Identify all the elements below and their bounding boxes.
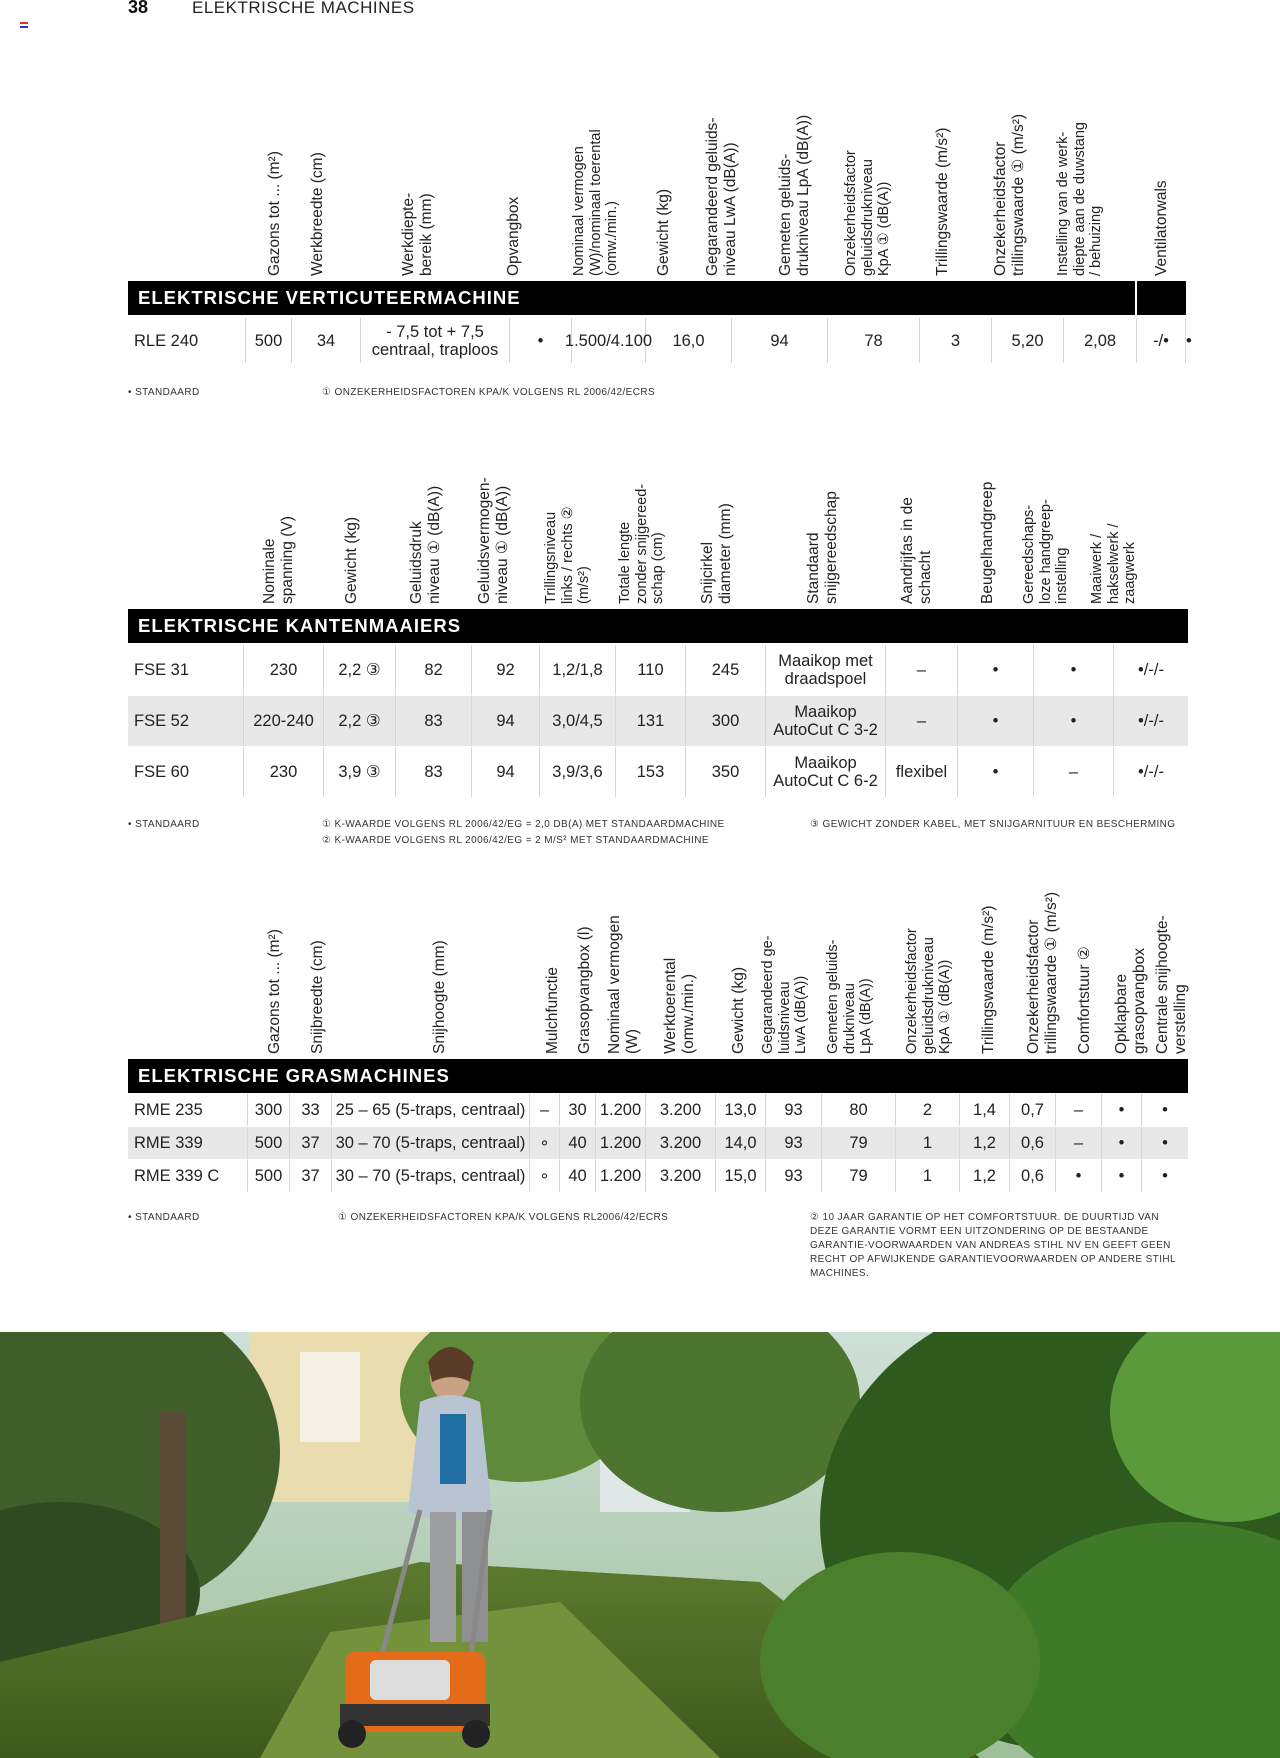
- column-header-totale-lengte: Totale lengte zonder snijgereed- schap (cm): [617, 483, 667, 604]
- model-name: FSE 31: [128, 645, 244, 695]
- table-cell: –: [530, 1094, 560, 1126]
- table-cell: Maaikop AutoCut C 6-2: [766, 747, 886, 797]
- column-header-onzekerheidsfactor: Onzekerheidsfactor trillingswaarde ① (m/s²): [992, 113, 1027, 276]
- column-header-snijcirkel: Snijcirkel diameter (mm): [699, 503, 734, 604]
- table-cell: •: [510, 318, 572, 363]
- table-cell: •: [1056, 1160, 1102, 1192]
- table-cell: 82: [396, 645, 472, 695]
- table-cell: 0,7: [1010, 1094, 1056, 1126]
- table-cell: 16,0: [646, 318, 732, 363]
- column-header-werkbreedte-cm: Werkbreedte (cm): [309, 152, 326, 276]
- column-header-mulchfunctie: Mulchfunctie: [544, 966, 561, 1054]
- column-header-gazons-tot-m: Gazons tot ... (m²): [266, 929, 283, 1054]
- column-header-trillingswaarde-m-s: Trillingswaarde (m/s²): [934, 127, 951, 276]
- column-header-gewicht-kg: Gewicht (kg): [730, 967, 747, 1054]
- table-cell: •: [1162, 1167, 1168, 1185]
- column-header-werktoerental: Werktoerental (omw./min.): [662, 957, 697, 1054]
- column-header-maaiwerk: Maaiwerk / hakselwerk / zaagwerk: [1089, 523, 1139, 604]
- section-title-gras: ELEKTRISCHE GRASMACHINES: [128, 1059, 1188, 1093]
- column-header-werkdiepte: Werkdiepte- bereik (mm): [400, 192, 435, 276]
- footnote-garantie: ② 10 JAAR GARANTIE OP HET COMFORTSTUUR. DE DUURTIJD VAN DEZE GARANTIE VORMT EEN UITZONDERING OP DE BESTAANDE GARANTIE-VOORWAARDEN VAN ANDREAS STIHL NV EN GEEFT GEEN RECHT OP AFWIJKENDE GARANTIEVOORWAARDEN OP ANDERE STIHL MACHINES.: [810, 1212, 1176, 1279]
- table-cell: 34: [292, 318, 361, 363]
- column-header-opklapbare: Opklapbare grasopvangbox: [1113, 948, 1148, 1054]
- garden-scene-image: [0, 1332, 1280, 1758]
- table-cell: 14,0: [716, 1127, 766, 1159]
- table-cell: 500: [248, 1160, 290, 1192]
- table-cell: •/-/-: [1138, 712, 1164, 730]
- section-title-kanten: ELEKTRISCHE KANTENMAAIERS: [128, 609, 1188, 643]
- table-cell: 3.200: [646, 1127, 716, 1159]
- table-cell: 1,2: [960, 1127, 1010, 1159]
- table-cell: –: [1034, 747, 1114, 797]
- table-cell: 3.200: [646, 1094, 716, 1126]
- column-header-instelling-van-de-werk: Instelling van de werk- diepte aan de duwstang / behuizing: [1055, 122, 1105, 276]
- table-cell: •: [1034, 645, 1114, 695]
- table-cell: 2: [896, 1094, 960, 1126]
- table-cell: ∘: [530, 1160, 560, 1192]
- table-row: [128, 645, 1188, 695]
- table-cell: –: [886, 645, 958, 695]
- table-row: [128, 1160, 1188, 1192]
- table-cell: –: [1056, 1094, 1102, 1126]
- table-cell: 110: [616, 645, 686, 695]
- footnote-standard: • STANDAARD: [128, 819, 200, 830]
- column-header-grasopvangbox-l: Grasopvangbox (l): [576, 926, 593, 1054]
- column-header-gazons-tot-m: Gazons tot ... (m²): [266, 151, 283, 276]
- model-name: FSE 52: [128, 696, 244, 746]
- column-header-gemeten-geluids: Gemeten geluids- drukniveau LpA (dB(A)): [777, 114, 812, 276]
- section-title-verticuteer: ELEKTRISCHE VERTICUTEERMACHINE: [128, 281, 1186, 315]
- table-cell: Maaikop AutoCut C 3-2: [766, 696, 886, 746]
- column-header-nominaal-vermogen: Nominaal vermogen (W)/nominaal toerental (omw./min.): [571, 129, 621, 276]
- footnote-standard: • STANDAARD: [128, 1212, 200, 1223]
- table-cell: 0,6: [1010, 1127, 1056, 1159]
- table-cell: 1.500/4.100: [572, 318, 646, 363]
- table-cell: 79: [822, 1127, 896, 1159]
- table-cell: 245: [686, 645, 766, 695]
- column-header-opvangbox: Opvangbox: [505, 196, 522, 276]
- table-row: [128, 1094, 1188, 1126]
- column-header-aandrijfas-in-de: Aandrijfas in de schacht: [899, 497, 934, 604]
- table-cell: 300: [248, 1094, 290, 1126]
- column-header-nominaal-vermogen: Nominaal vermogen (W): [606, 915, 641, 1054]
- column-header-centrale-snijhoogte: Centrale snijhoogte- verstelling: [1154, 915, 1189, 1054]
- table-cell: - 7,5 tot + 7,5 centraal, traploos: [361, 318, 510, 363]
- table-cell: 93: [766, 1127, 822, 1159]
- table-cell: 33: [290, 1094, 332, 1126]
- table-cell: 94: [472, 747, 540, 797]
- column-header-gewicht-kg: Gewicht (kg): [655, 189, 672, 276]
- table-cell: 3,9 ③: [324, 747, 396, 797]
- table-cell: 94: [472, 696, 540, 746]
- column-header-beugelhandgreep: Beugelhandgreep: [979, 481, 996, 604]
- table-cell: flexibel: [886, 747, 958, 797]
- table-cell: •: [1102, 1094, 1142, 1126]
- table-cell: 93: [766, 1094, 822, 1126]
- table-cell: 1,2: [960, 1160, 1010, 1192]
- table-row: [128, 318, 1192, 363]
- column-header-nominale: Nominale spanning (V): [261, 516, 296, 604]
- table-cell: –: [1056, 1127, 1102, 1159]
- column-header-trillingswaarde-m-s: Trillingswaarde (m/s²): [980, 905, 997, 1054]
- model-name: RME 339 C: [128, 1160, 248, 1192]
- footnote-onzekerheid: ① ONZEKERHEIDSFACTOREN KPA/K VOLGENS RL 2006/42/ECRS: [322, 387, 656, 398]
- table-cell: 30: [560, 1094, 596, 1126]
- table-cell: 1.200: [596, 1127, 646, 1159]
- table-cell: 37: [290, 1160, 332, 1192]
- table-cell: 79: [822, 1160, 896, 1192]
- table-cell: 80: [822, 1094, 896, 1126]
- page-number: 38: [128, 0, 149, 17]
- table-cell: •: [1102, 1160, 1142, 1192]
- column-header-gegarandeerd-geluids: Gegarandeerd geluids- niveau LwA (dB(A)): [704, 117, 739, 276]
- table-cell: •: [1034, 696, 1114, 746]
- model-name: RME 235: [128, 1094, 248, 1126]
- table-cell: 1.200: [596, 1094, 646, 1126]
- table-cell: 3: [920, 318, 992, 363]
- table-cell: 230: [244, 645, 324, 695]
- table-cell: •: [1162, 1101, 1168, 1119]
- column-header-snijhoogte-mm: Snijhoogte (mm): [431, 940, 448, 1054]
- table-cell: 2,08: [1064, 318, 1137, 363]
- column-header-onzekerheidsfactor: Onzekerheidsfactor trillingswaarde ① (m/s²): [1025, 891, 1060, 1054]
- table-cell: 0,6: [1010, 1160, 1056, 1192]
- table-row: [128, 696, 1188, 746]
- table-cell: 230: [244, 747, 324, 797]
- table-cell: 78: [828, 318, 920, 363]
- table-cell: 13,0: [716, 1094, 766, 1126]
- column-header-trillingsniveau: Trillingsniveau links / rechts ② (m/s²): [543, 506, 593, 604]
- table-cell: •: [1186, 331, 1192, 350]
- table-cell: 2,2 ③: [324, 696, 396, 746]
- table-cell: 40: [560, 1160, 596, 1192]
- garden-photo: [0, 1332, 1280, 1758]
- table-cell: 93: [766, 1160, 822, 1192]
- footnote-k-dba: ① K-WAARDE VOLGENS RL 2006/42/EG = 2,0 DB(A) MET STANDAARDMACHINE: [322, 819, 725, 830]
- footnote-standard: • STANDAARD: [128, 387, 200, 398]
- table-cell: 15,0: [716, 1160, 766, 1192]
- table-cell: •: [1162, 1134, 1168, 1152]
- column-header-snijbreedte-cm: Snijbreedte (cm): [309, 940, 326, 1054]
- column-header-comfortstuur: Comfortstuur ②: [1076, 946, 1093, 1054]
- table-cell: 83: [396, 747, 472, 797]
- model-name: RME 339: [128, 1127, 248, 1159]
- table-cell: Maaikop met draadspoel: [766, 645, 886, 695]
- table-cell: •: [958, 747, 1034, 797]
- table-cell: 220-240: [244, 696, 324, 746]
- flag-icon: [20, 22, 28, 28]
- table-cell: 30 – 70 (5-traps, centraal): [332, 1127, 530, 1159]
- table-cell: 83: [396, 696, 472, 746]
- table-cell: 3.200: [646, 1160, 716, 1192]
- column-header-onzekerheidsfactor: Onzekerheidsfactor geluidsdrukniveau KpA ① (dB(A)): [904, 928, 954, 1054]
- table-cell: 1.200: [596, 1160, 646, 1192]
- table-cell: 92: [472, 645, 540, 695]
- table-cell: ∘: [530, 1127, 560, 1159]
- table-row: [128, 1127, 1188, 1159]
- table-cell: •: [1102, 1127, 1142, 1159]
- table-cell: 300: [686, 696, 766, 746]
- footnote-onzekerheid: ① ONZEKERHEIDSFACTOREN KPA/K VOLGENS RL2006/42/ECRS: [338, 1212, 669, 1223]
- table-row: [128, 747, 1188, 797]
- column-header-standaard: Standaard snijgereedschap: [805, 491, 840, 604]
- table-cell: 1,4: [960, 1094, 1010, 1126]
- bar-divider: [1135, 281, 1137, 315]
- column-header-ventilatorwals: Ventilatorwals: [1153, 180, 1170, 276]
- table-cell: 5,20: [992, 318, 1064, 363]
- table-cell: 500: [246, 318, 292, 363]
- table-cell: 30 – 70 (5-traps, centraal): [332, 1160, 530, 1192]
- table-cell: 131: [616, 696, 686, 746]
- table-cell: 37: [290, 1127, 332, 1159]
- model-name: FSE 60: [128, 747, 244, 797]
- table-cell: 3,0/4,5: [540, 696, 616, 746]
- table-cell: 350: [686, 747, 766, 797]
- footnote-k-ms: ② K-WAARDE VOLGENS RL 2006/42/EG = 2 M/S² MET STANDAARDMACHINE: [322, 835, 709, 846]
- table-cell: •/-/-: [1138, 763, 1164, 781]
- table-cell: 25 – 65 (5-traps, centraal): [332, 1094, 530, 1126]
- model-name: RLE 240: [128, 318, 246, 363]
- footnote-gewicht: ③ GEWICHT ZONDER KABEL, MET SNIJGARNITUUR EN BESCHERMING: [810, 819, 1176, 830]
- chapter-title: ELEKTRISCHE MACHINES: [192, 0, 415, 17]
- column-header-geluidsdruk: Geluidsdruk niveau ① (dB(A)): [408, 485, 443, 604]
- table-cell: •: [958, 645, 1034, 695]
- table-cell: –: [886, 696, 958, 746]
- table-cell: 2,2 ③: [324, 645, 396, 695]
- table-cell: 1: [896, 1127, 960, 1159]
- table-cell: 1: [896, 1160, 960, 1192]
- table-cell: 40: [560, 1127, 596, 1159]
- column-header-onzekerheidsfactor: Onzekerheidsfactor geluidsdrukniveau KpA ① (dB(A)): [843, 150, 893, 276]
- table-cell: •/-/-: [1138, 661, 1164, 679]
- table-cell: 1,2/1,8: [540, 645, 616, 695]
- column-header-gemeten-geluids: Gemeten geluids- drukniveau LpA (dB(A)): [825, 939, 875, 1054]
- column-header-gewicht-kg: Gewicht (kg): [343, 517, 360, 604]
- table-cell: 500: [248, 1127, 290, 1159]
- table-cell: 3,9/3,6: [540, 747, 616, 797]
- table-cell: 94: [732, 318, 828, 363]
- column-header-geluidsvermogen: Geluidsvermogen- niveau ① (dB(A)): [476, 477, 511, 604]
- table-cell: -/•: [1137, 318, 1186, 363]
- table-cell: •: [958, 696, 1034, 746]
- table-cell: 153: [616, 747, 686, 797]
- column-header-gereedschaps: Gereedschaps- loze handgreep- instelling: [1021, 499, 1071, 604]
- column-header-gegarandeerd-ge: Gegarandeerd ge- luidsniveau LwA (dB(A)): [760, 935, 810, 1054]
